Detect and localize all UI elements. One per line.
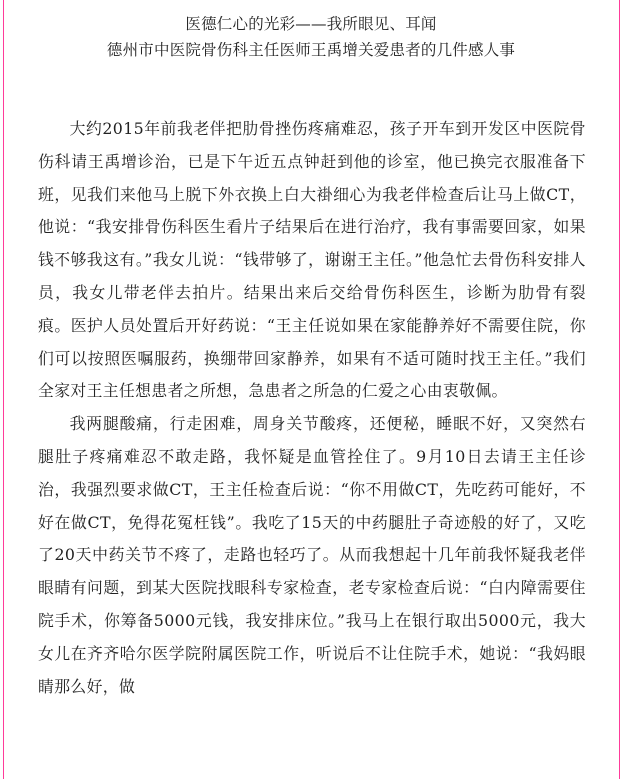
article-body [38, 113, 586, 703]
left-border-line [3, 0, 4, 779]
paragraph-1: 大约2015年前我老伴把肋骨挫伤疼痛难忍，孩子开车到开发区中医院骨伤科请王禹增诊治，已是下午近五点钟赶到他的诊室，他已换完衣服准备下班，见我们来他马上脱下外衣换上白大褂细心为我老伴检查后让马上做CT，他说：“我安排骨伤科医生看片子结果后在进行治疗，我有事需要回家，如果钱不够我这有。”我女儿说：“钱带够了，谢谢王主任。”他急忙去骨伤科安排人员，我女儿带老伴去拍片。结果出来后交给骨伤科医生，诊断为肋骨有裂痕。医护人员处置后开好药说：“王主任说如果在家能静养好不需要住院，你们可以按照医嘱服药，换绷带回家静养，如果有不适可随时找王主任。”我们全家对王主任想患者之所想，急患者之所急的仁爱之心由衷敬佩。 [38, 119, 586, 401]
article-title: 医德仁心的光彩——我所眼见、耳闻 [185, 15, 437, 33]
paragraph-2: 我两腿酸痛，行走困难，周身关节酸疼，还便秘，睡眠不好，又突然右腿肚子疼痛难忍不敢走路，我怀疑是血管拴住了。9月10日去请王主任诊治，我强烈要求做CT，王主任检查后说：“你不用做CT，先吃药可能好，不好在做CT，免得花冤枉钱”。我吃了15天的中药腿肚子奇迹般的好了，又吃了20天中药关节不疼了，走路也轻巧了。从而我想起十几年前我怀疑我老伴眼睛有问题，到某大医院找眼科专家检查，老专家检查后说：“白内障需要住院手术，你筹备5000元钱，我安排床位。”我马上在银行取出5000元，我大女儿在齐齐哈尔医学院附属医院工作，听说后不让住院手术，她说：“我妈眼睛那么好，做 [38, 414, 586, 696]
title-block [0, 11, 622, 63]
right-border-line [619, 0, 620, 779]
article-subtitle: 德州市中医院骨伤科主任医师王禹增关爱患者的几件感人事 [106, 41, 516, 59]
